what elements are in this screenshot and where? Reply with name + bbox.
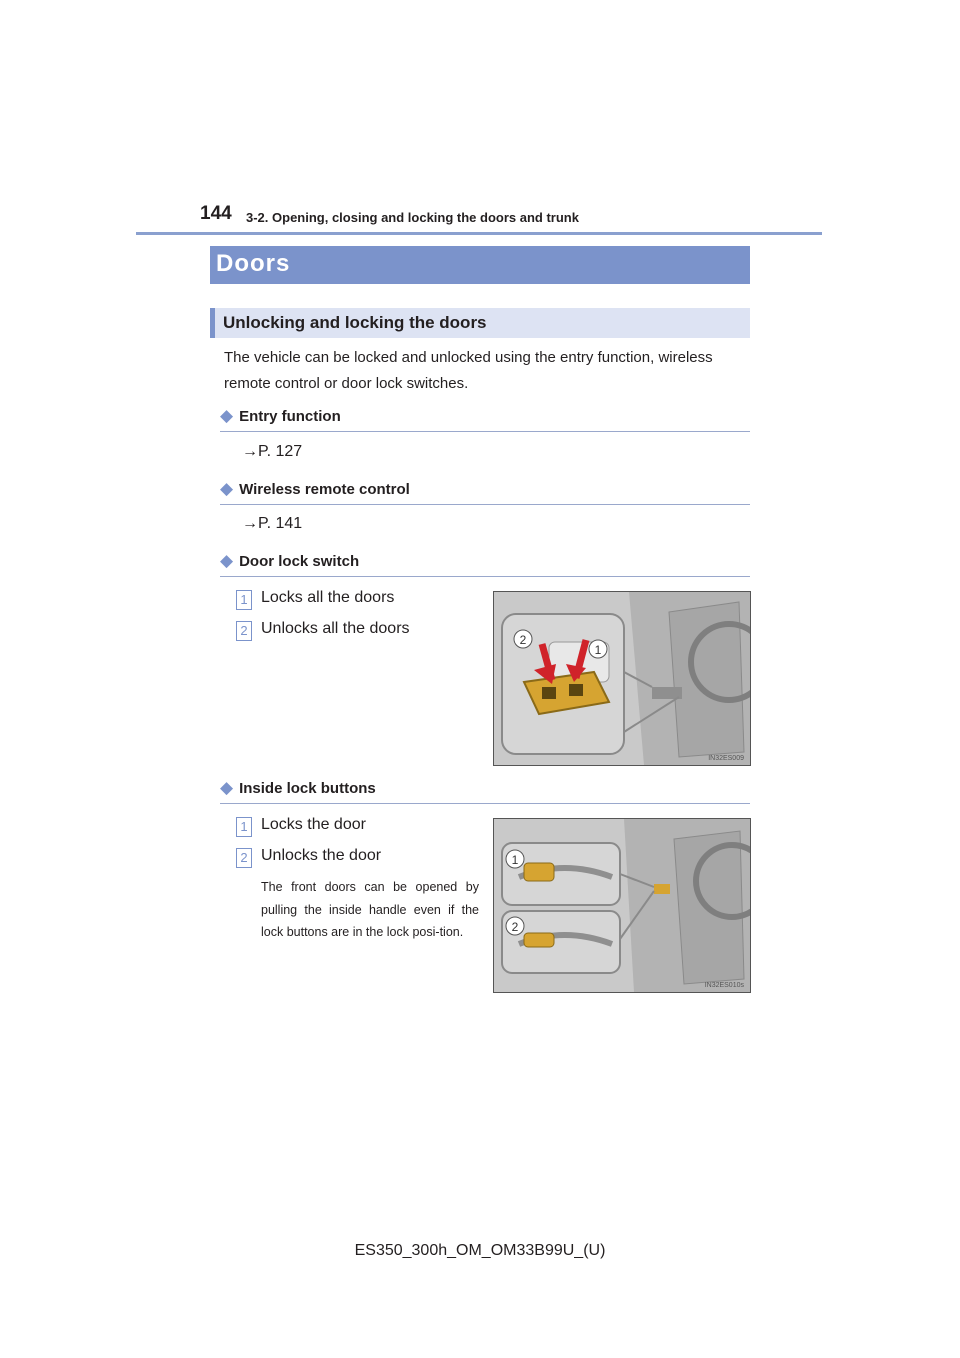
figure-callout: 1 [594,643,602,657]
intro-paragraph: The vehicle can be locked and unlocked using the entry function, wireless remote control or door lock switches. [224,349,713,392]
arrow-icon: → [242,515,258,532]
section-heading-inside-lock-buttons [220,778,376,798]
figure-code: IN32ES010s [704,982,744,989]
list-item: Locks all the doors [261,589,395,606]
header-rule [136,232,822,235]
section-heading-entry-function [220,406,341,426]
inside-lock-buttons-illustration [494,819,750,992]
list-item: Unlocks the door [261,847,382,864]
subheading: Unlocking and locking the doors [223,313,487,332]
inside-lock-buttons-figure [493,818,751,993]
page-number: 144 [200,203,232,224]
section-rule [220,803,750,804]
section-heading-label: Door lock switch [239,553,360,570]
subheading-accent [210,308,215,338]
page-reference-label: P. 141 [258,515,303,532]
section-rule [220,504,750,505]
page-reference-label: P. 127 [258,443,303,460]
page-reference-wireless[interactable] [242,515,302,533]
section-reference: 3-2. Opening, closing and locking the doors and trunk [246,210,579,225]
section-heading-label: Wireless remote control [239,481,410,498]
figure-callout: 2 [519,633,527,647]
title-bar [210,246,750,284]
page-title: Doors [216,250,291,277]
diamond-icon: ◆ [220,406,234,425]
figure-code: IN32ES009 [708,755,744,762]
page-reference-entry[interactable] [242,443,302,461]
diamond-icon: ◆ [220,551,234,570]
footer-document-code: ES350_300h_OM_OM33B99U_(U) [354,1242,606,1259]
section-rule [220,576,750,577]
figure-callout: 1 [511,853,519,867]
item-number-badge: 2 [236,621,252,641]
section-heading-label: Entry function [239,408,341,425]
diamond-icon: ◆ [220,479,234,498]
list-item: Unlocks all the doors [261,620,410,637]
list-item: Locks the door [261,816,366,833]
section-heading-wireless-remote [220,479,410,499]
door-lock-switch-figure [493,591,751,766]
figure-callout: 2 [511,920,519,934]
section-heading-door-lock-switch [220,551,359,571]
section-heading-label: Inside lock buttons [239,780,376,797]
item-number-badge: 2 [236,848,252,868]
door-lock-switch-illustration [494,592,750,765]
section-rule [220,431,750,432]
item-number-badge: 1 [236,590,252,610]
arrow-icon: → [242,443,258,460]
diamond-icon: ◆ [220,778,234,797]
note-text: The front doors can be opened by pulling the inside handle even if the lock buttons are in the lock posi-tion. [261,880,479,939]
item-number-badge: 1 [236,817,252,837]
